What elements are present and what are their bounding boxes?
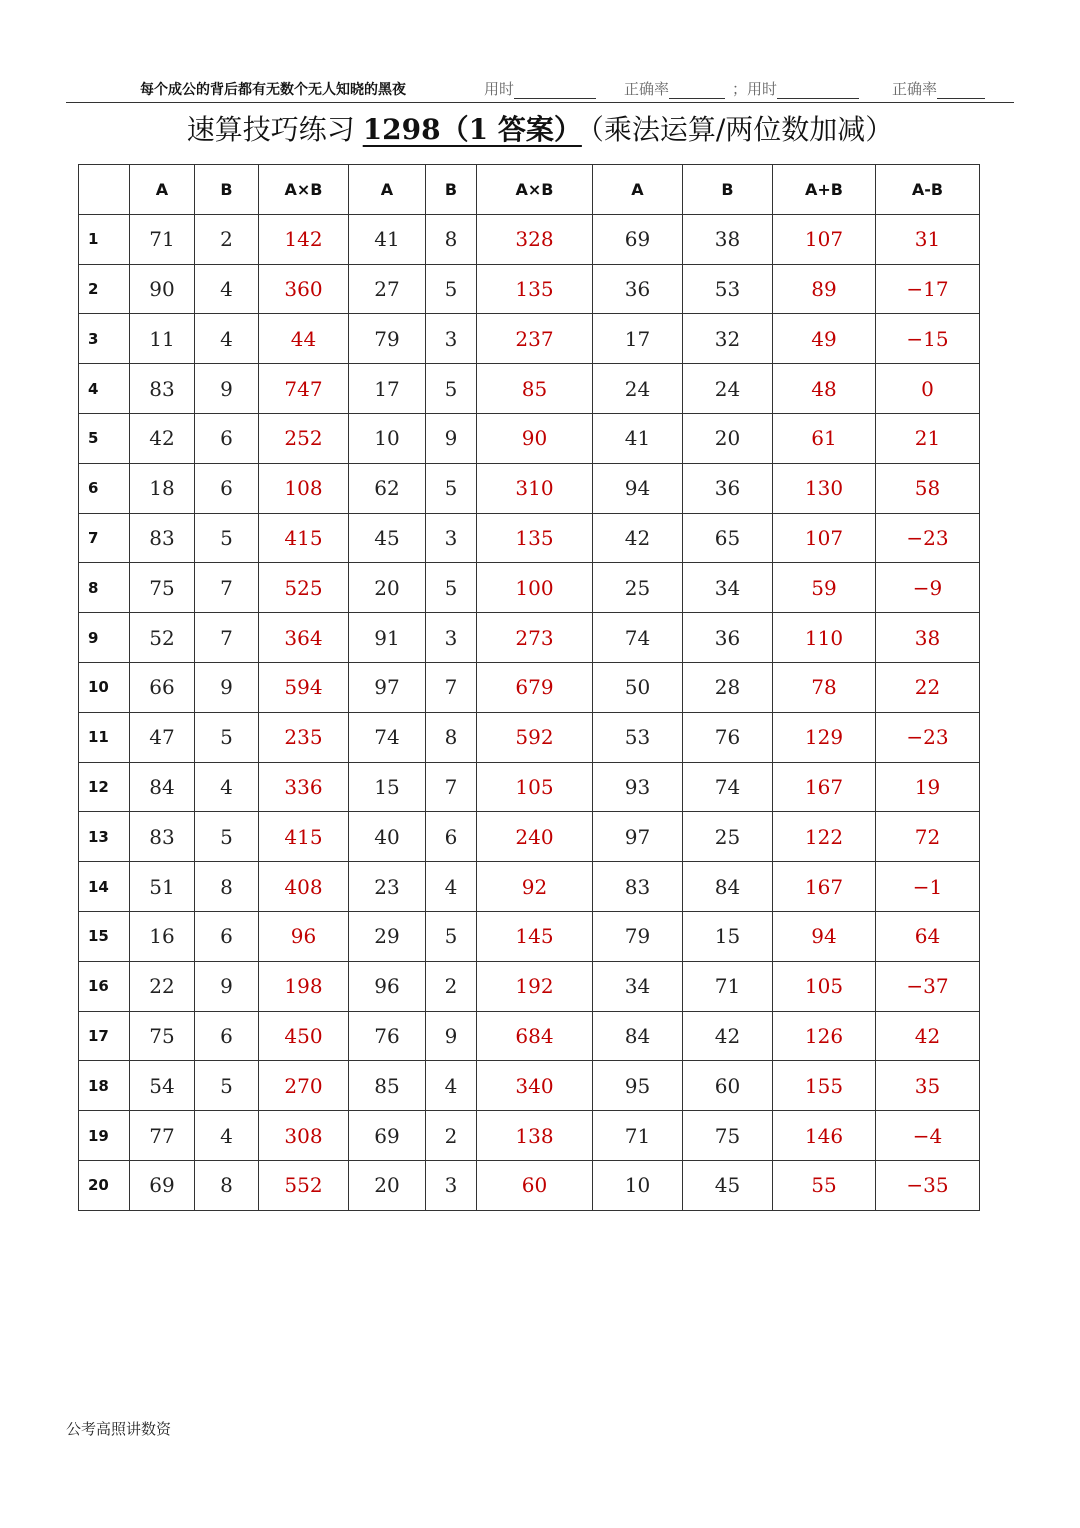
operand-cell: 74 [683, 762, 773, 812]
answer-cell: 105 [773, 961, 876, 1011]
operand-cell: 7 [195, 563, 259, 613]
row-number: 18 [79, 1061, 130, 1111]
answer-cell: 72 [876, 812, 980, 862]
operand-cell: 22 [130, 961, 195, 1011]
operand-cell: 3 [426, 1160, 477, 1210]
row-number: 17 [79, 1011, 130, 1061]
answer-cell: 78 [773, 662, 876, 712]
answer-cell: 679 [477, 662, 593, 712]
operand-cell: 32 [683, 314, 773, 364]
table-row [79, 1011, 980, 1061]
time-label-2: ；用时 [732, 80, 778, 98]
answer-cell: 450 [259, 1011, 349, 1061]
operand-cell: 9 [195, 961, 259, 1011]
operand-cell: 38 [683, 214, 773, 264]
operand-cell: 20 [349, 1160, 426, 1210]
operand-cell: 45 [349, 513, 426, 563]
operand-cell: 4 [426, 1061, 477, 1111]
operand-cell: 5 [426, 911, 477, 961]
operand-cell: 5 [195, 513, 259, 563]
row-number: 8 [79, 563, 130, 613]
operand-cell: 65 [683, 513, 773, 563]
answer-cell: 49 [773, 314, 876, 364]
table-row [79, 1061, 980, 1111]
answer-cell: 129 [773, 712, 876, 762]
answer-cell: 525 [259, 563, 349, 613]
operand-cell: 5 [195, 712, 259, 762]
time-field-2 [732, 78, 859, 99]
answer-cell: 270 [259, 1061, 349, 1111]
answer-cell: 167 [773, 762, 876, 812]
operand-cell: 62 [349, 463, 426, 513]
operand-cell: 20 [683, 413, 773, 463]
answer-cell: −35 [876, 1160, 980, 1210]
operand-cell: 24 [683, 364, 773, 414]
answer-cell: 19 [876, 762, 980, 812]
answer-cell: 38 [876, 613, 980, 663]
footer-text: 公考高照讲数资 [66, 1420, 172, 1438]
operand-cell: 45 [683, 1160, 773, 1210]
row-number: 20 [79, 1160, 130, 1210]
answer-cell: 58 [876, 463, 980, 513]
answer-cell: 408 [259, 862, 349, 912]
answer-cell: 122 [773, 812, 876, 862]
answer-cell: 684 [477, 1011, 593, 1061]
operand-cell: 5 [195, 812, 259, 862]
operand-cell: 7 [195, 613, 259, 663]
column-header: A [349, 165, 426, 215]
operand-cell: 4 [426, 862, 477, 912]
operand-cell: 2 [426, 961, 477, 1011]
operand-cell: 7 [426, 662, 477, 712]
operand-cell: 42 [593, 513, 683, 563]
answer-cell: 94 [773, 911, 876, 961]
operand-cell: 8 [426, 214, 477, 264]
operand-cell: 23 [349, 862, 426, 912]
operand-cell: 5 [426, 563, 477, 613]
table-row [79, 662, 980, 712]
answer-cell: 108 [259, 463, 349, 513]
operand-cell: 41 [593, 413, 683, 463]
answer-cell: 44 [259, 314, 349, 364]
answer-cell: 592 [477, 712, 593, 762]
answer-cell: 21 [876, 413, 980, 463]
answer-cell: 89 [773, 264, 876, 314]
answer-cell: 336 [259, 762, 349, 812]
operand-cell: 83 [130, 364, 195, 414]
answer-cell: 167 [773, 862, 876, 912]
row-number: 1 [79, 214, 130, 264]
time-blank-2 [777, 82, 859, 99]
table-row [79, 961, 980, 1011]
operand-cell: 84 [593, 1011, 683, 1061]
answer-cell: 594 [259, 662, 349, 712]
row-number: 9 [79, 613, 130, 663]
operand-cell: 91 [349, 613, 426, 663]
operand-cell: 97 [349, 662, 426, 712]
operand-cell: 6 [195, 1011, 259, 1061]
column-header: A×B [477, 165, 593, 215]
answer-cell: 415 [259, 513, 349, 563]
table-row [79, 264, 980, 314]
operand-cell: 77 [130, 1111, 195, 1161]
answer-cell: 105 [477, 762, 593, 812]
row-number: 2 [79, 264, 130, 314]
answer-cell: 59 [773, 563, 876, 613]
operand-cell: 52 [130, 613, 195, 663]
operand-cell: 10 [349, 413, 426, 463]
operand-cell: 34 [683, 563, 773, 613]
operand-cell: 3 [426, 513, 477, 563]
operand-cell: 90 [130, 264, 195, 314]
operand-cell: 25 [683, 812, 773, 862]
answer-cell: 552 [259, 1160, 349, 1210]
answer-cell: 126 [773, 1011, 876, 1061]
answer-cell: 328 [477, 214, 593, 264]
table-row [79, 463, 980, 513]
answer-cell: 360 [259, 264, 349, 314]
answer-cell: 415 [259, 812, 349, 862]
row-number: 14 [79, 862, 130, 912]
row-number: 16 [79, 961, 130, 1011]
operand-cell: 2 [426, 1111, 477, 1161]
answer-cell: 64 [876, 911, 980, 961]
operand-cell: 17 [593, 314, 683, 364]
operand-cell: 27 [349, 264, 426, 314]
answer-cell: 110 [773, 613, 876, 663]
accuracy-blank-1 [669, 82, 725, 99]
operand-cell: 28 [683, 662, 773, 712]
operand-cell: 75 [130, 563, 195, 613]
answer-cell: 130 [773, 463, 876, 513]
title-number: 1298（1 答案） [362, 113, 582, 146]
operand-cell: 42 [130, 413, 195, 463]
answer-cell: 235 [259, 712, 349, 762]
operand-cell: 51 [130, 862, 195, 912]
answer-cell: 146 [773, 1111, 876, 1161]
operand-cell: 16 [130, 911, 195, 961]
operand-cell: 29 [349, 911, 426, 961]
answer-cell: 48 [773, 364, 876, 414]
answer-cell: 273 [477, 613, 593, 663]
table-row [79, 413, 980, 463]
answer-cell: 0 [876, 364, 980, 414]
row-number: 19 [79, 1111, 130, 1161]
row-number: 11 [79, 712, 130, 762]
answer-cell: 138 [477, 1111, 593, 1161]
operand-cell: 71 [683, 961, 773, 1011]
column-header: A-B [876, 165, 980, 215]
answer-table [78, 164, 980, 1211]
answer-cell: −17 [876, 264, 980, 314]
operand-cell: 84 [130, 762, 195, 812]
operand-cell: 3 [426, 613, 477, 663]
answer-cell: 364 [259, 613, 349, 663]
operand-cell: 8 [195, 862, 259, 912]
time-field-1 [484, 78, 596, 99]
answer-cell: 55 [773, 1160, 876, 1210]
operand-cell: 9 [195, 662, 259, 712]
table-row [79, 563, 980, 613]
operand-cell: 96 [349, 961, 426, 1011]
answer-cell: 61 [773, 413, 876, 463]
answer-cell: 31 [876, 214, 980, 264]
column-header: B [195, 165, 259, 215]
operand-cell: 5 [426, 463, 477, 513]
answer-cell: 192 [477, 961, 593, 1011]
operand-cell: 8 [426, 712, 477, 762]
operand-cell: 74 [349, 712, 426, 762]
operand-cell: 76 [349, 1011, 426, 1061]
table-row [79, 712, 980, 762]
answer-cell: −1 [876, 862, 980, 912]
operand-cell: 36 [683, 463, 773, 513]
operand-cell: 4 [195, 264, 259, 314]
table-row [79, 513, 980, 563]
table-row [79, 812, 980, 862]
operand-cell: 5 [426, 364, 477, 414]
row-number: 15 [79, 911, 130, 961]
operand-cell: 93 [593, 762, 683, 812]
accuracy-label-1: 正确率 [624, 80, 670, 98]
operand-cell: 41 [349, 214, 426, 264]
answer-cell: 135 [477, 264, 593, 314]
operand-cell: 11 [130, 314, 195, 364]
table-body [79, 214, 980, 1210]
operand-cell: 8 [195, 1160, 259, 1210]
operand-cell: 6 [426, 812, 477, 862]
operand-cell: 69 [130, 1160, 195, 1210]
answer-cell: 96 [259, 911, 349, 961]
answer-cell: 35 [876, 1061, 980, 1111]
operand-cell: 6 [195, 911, 259, 961]
answer-cell: 42 [876, 1011, 980, 1061]
operand-cell: 42 [683, 1011, 773, 1061]
operand-cell: 24 [593, 364, 683, 414]
operand-cell: 83 [130, 812, 195, 862]
table-row [79, 314, 980, 364]
answer-cell: 237 [477, 314, 593, 364]
operand-cell: 4 [195, 762, 259, 812]
operand-cell: 69 [593, 214, 683, 264]
operand-cell: 9 [426, 1011, 477, 1061]
answer-cell: −37 [876, 961, 980, 1011]
operand-cell: 25 [593, 563, 683, 613]
answer-cell: 142 [259, 214, 349, 264]
time-label-1: 用时 [484, 80, 515, 98]
operand-cell: 40 [349, 812, 426, 862]
answer-cell: 198 [259, 961, 349, 1011]
worksheet-header [66, 72, 1014, 103]
row-number: 6 [79, 463, 130, 513]
answer-cell: 100 [477, 563, 593, 613]
row-number: 12 [79, 762, 130, 812]
accuracy-label-2: 正确率 [892, 80, 938, 98]
table-row [79, 364, 980, 414]
operand-cell: 76 [683, 712, 773, 762]
operand-cell: 66 [130, 662, 195, 712]
answer-cell: 92 [477, 862, 593, 912]
operand-cell: 83 [130, 513, 195, 563]
table-row [79, 862, 980, 912]
operand-cell: 95 [593, 1061, 683, 1111]
answer-cell: −9 [876, 563, 980, 613]
operand-cell: 9 [426, 413, 477, 463]
answer-cell: 310 [477, 463, 593, 513]
operand-cell: 75 [130, 1011, 195, 1061]
operand-cell: 36 [683, 613, 773, 663]
table-row [79, 613, 980, 663]
operand-cell: 71 [593, 1111, 683, 1161]
operand-cell: 84 [683, 862, 773, 912]
operand-cell: 83 [593, 862, 683, 912]
motto-text: 每个成公的背后都有无数个无人知晓的黑夜 [140, 82, 406, 98]
operand-cell: 17 [349, 364, 426, 414]
answer-cell: 145 [477, 911, 593, 961]
column-header: B [683, 165, 773, 215]
answer-cell: −15 [876, 314, 980, 364]
operand-cell: 15 [349, 762, 426, 812]
answer-cell: 240 [477, 812, 593, 862]
row-number: 3 [79, 314, 130, 364]
answer-cell: 155 [773, 1061, 876, 1111]
accuracy-field-2 [892, 78, 985, 99]
operand-cell: 9 [195, 364, 259, 414]
answer-cell: 85 [477, 364, 593, 414]
page-title [0, 108, 1080, 148]
operand-cell: 74 [593, 613, 683, 663]
title-suffix: （乘法运算/两位数加减） [589, 113, 894, 146]
operand-cell: 85 [349, 1061, 426, 1111]
operand-cell: 50 [593, 662, 683, 712]
operand-cell: 2 [195, 214, 259, 264]
operand-cell: 20 [349, 563, 426, 613]
title-prefix: 速算技巧练习 [186, 113, 355, 146]
operand-cell: 18 [130, 463, 195, 513]
operand-cell: 7 [426, 762, 477, 812]
row-number: 5 [79, 413, 130, 463]
answer-cell: −23 [876, 712, 980, 762]
operand-cell: 60 [683, 1061, 773, 1111]
answer-cell: −23 [876, 513, 980, 563]
column-header: A [130, 165, 195, 215]
operand-cell: 47 [130, 712, 195, 762]
operand-cell: 69 [349, 1111, 426, 1161]
table-row [79, 911, 980, 961]
answer-cell: 22 [876, 662, 980, 712]
column-header: A×B [259, 165, 349, 215]
operand-cell: 79 [593, 911, 683, 961]
operand-cell: 54 [130, 1061, 195, 1111]
operand-cell: 5 [195, 1061, 259, 1111]
time-blank-1 [514, 82, 596, 99]
table-row [79, 214, 980, 264]
operand-cell: 34 [593, 961, 683, 1011]
answer-cell: 747 [259, 364, 349, 414]
operand-cell: 6 [195, 413, 259, 463]
operand-cell: 53 [593, 712, 683, 762]
answer-cell: 107 [773, 214, 876, 264]
table-row [79, 762, 980, 812]
operand-cell: 97 [593, 812, 683, 862]
operand-cell: 3 [426, 314, 477, 364]
table-row [79, 1111, 980, 1161]
operand-cell: 10 [593, 1160, 683, 1210]
row-number: 13 [79, 812, 130, 862]
row-number: 10 [79, 662, 130, 712]
column-header [79, 165, 130, 215]
row-number: 4 [79, 364, 130, 414]
operand-cell: 53 [683, 264, 773, 314]
column-header: B [426, 165, 477, 215]
operand-cell: 5 [426, 264, 477, 314]
header-row [79, 165, 980, 215]
answer-cell: 308 [259, 1111, 349, 1161]
answer-cell: 135 [477, 513, 593, 563]
operand-cell: 71 [130, 214, 195, 264]
operand-cell: 79 [349, 314, 426, 364]
column-header: A+B [773, 165, 876, 215]
row-number: 7 [79, 513, 130, 563]
operand-cell: 36 [593, 264, 683, 314]
answer-cell: −4 [876, 1111, 980, 1161]
operand-cell: 94 [593, 463, 683, 513]
operand-cell: 4 [195, 1111, 259, 1161]
operand-cell: 15 [683, 911, 773, 961]
operand-cell: 6 [195, 463, 259, 513]
accuracy-blank-2 [937, 82, 985, 99]
answer-cell: 340 [477, 1061, 593, 1111]
answer-cell: 252 [259, 413, 349, 463]
column-header: A [593, 165, 683, 215]
answer-cell: 90 [477, 413, 593, 463]
answer-cell: 107 [773, 513, 876, 563]
accuracy-field-1 [624, 78, 725, 99]
table-row [79, 1160, 980, 1210]
operand-cell: 75 [683, 1111, 773, 1161]
answer-cell: 60 [477, 1160, 593, 1210]
operand-cell: 4 [195, 314, 259, 364]
